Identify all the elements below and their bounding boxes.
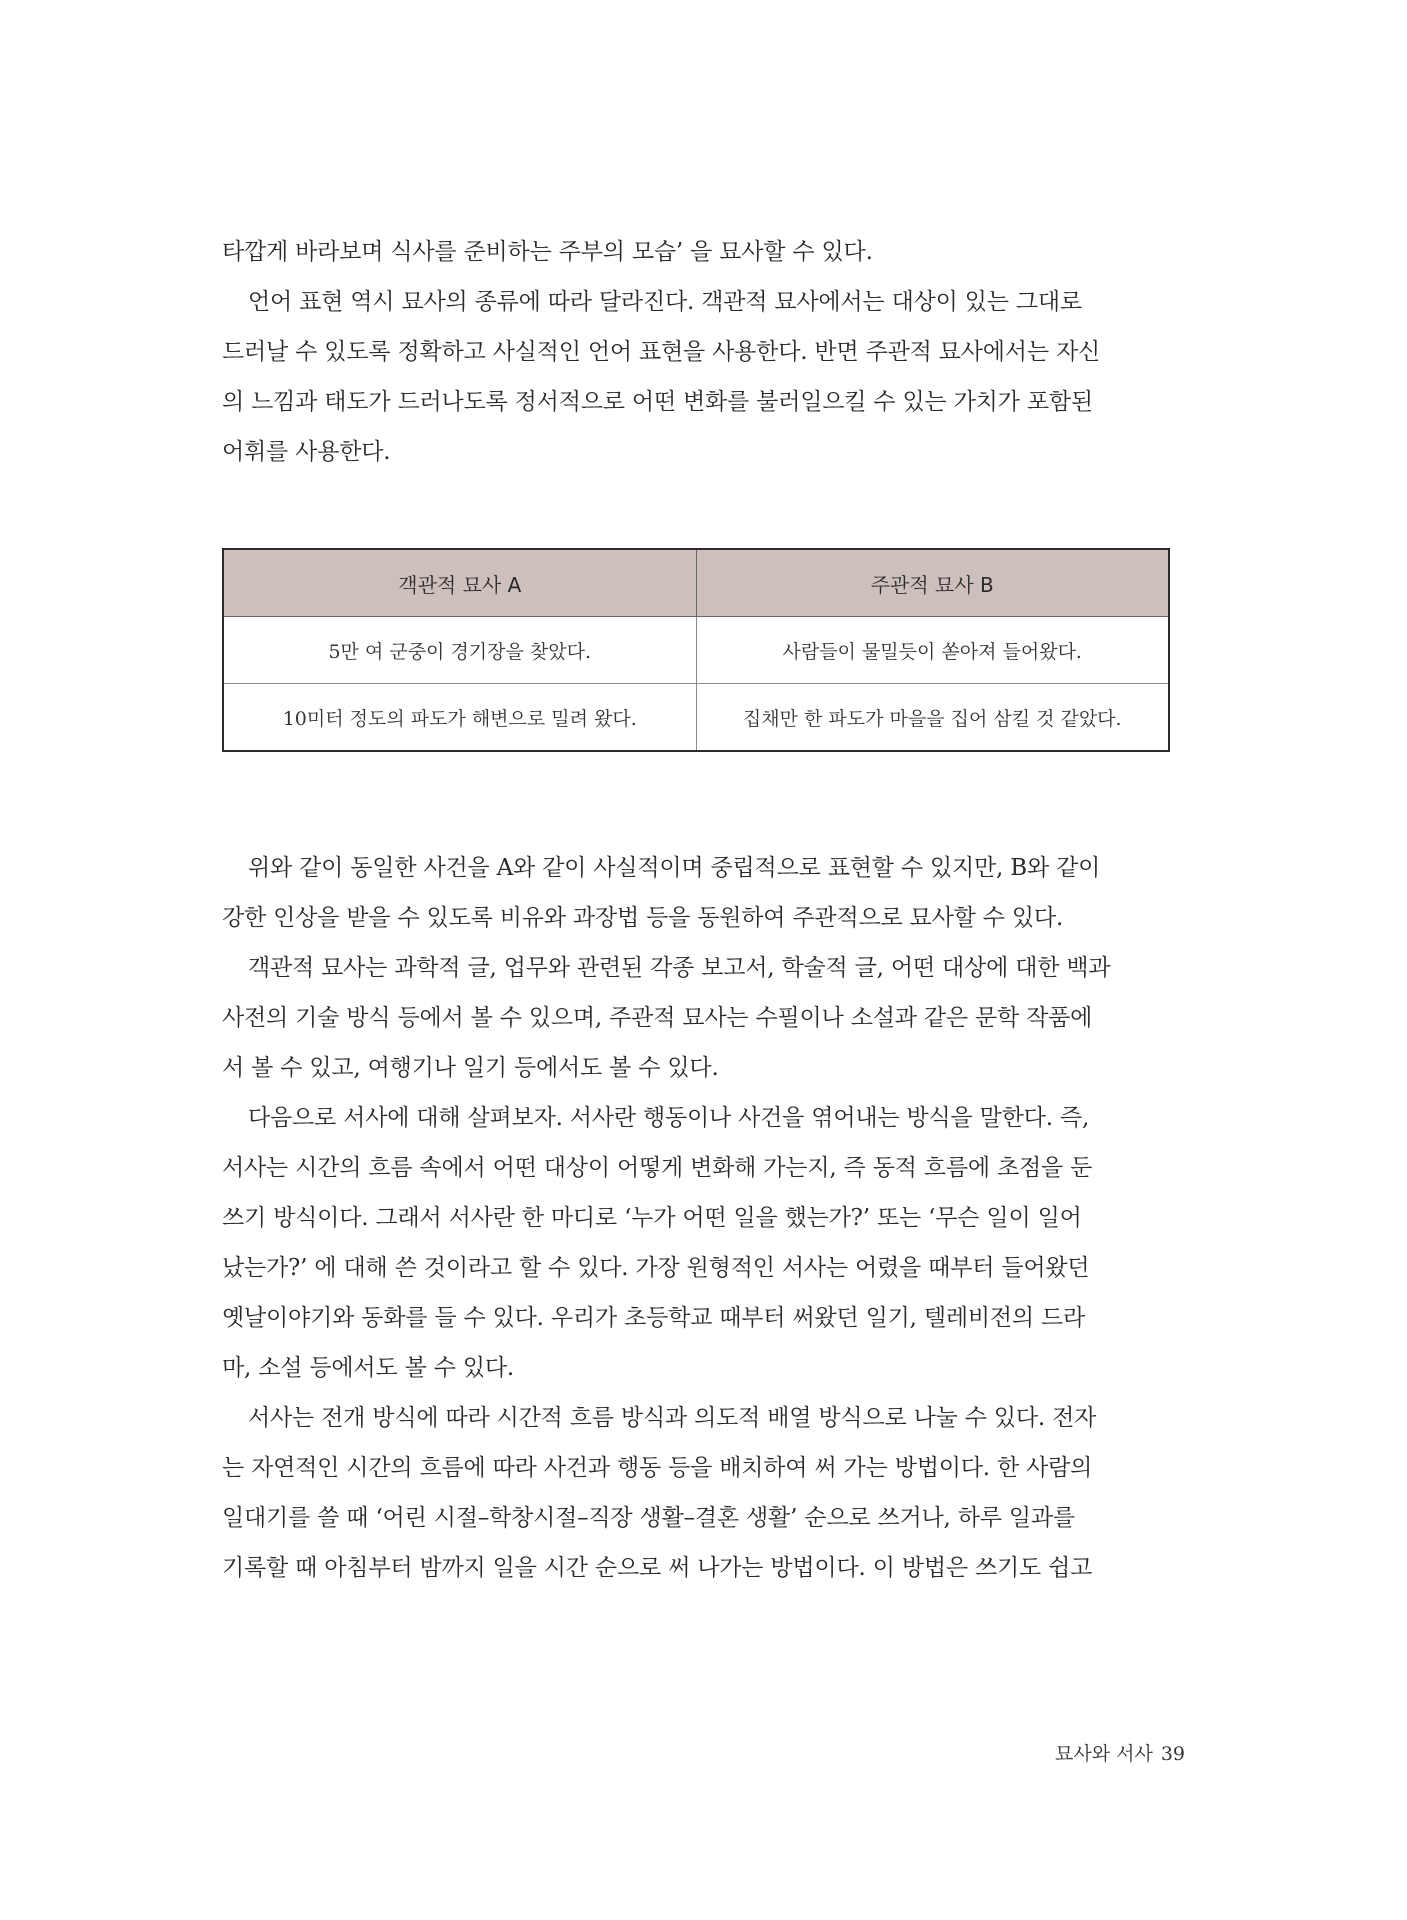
- paragraph: [222, 1093, 1177, 1393]
- paragraph: [222, 943, 1177, 1093]
- text-line: 서사는 전개 방식에 따라 시간적 흐름 방식과 의도적 배열 방식으로 나눌 수 있다. 전자: [248, 1405, 1097, 1431]
- text-line: 서 볼 수 있고, 여행기나 일기 등에서도 볼 수 있다.: [222, 1055, 719, 1081]
- text-line: 드러날 수 있도록 정확하고 사실적인 언어 표현을 사용한다. 반면 주관적 묘사에서는 자신: [222, 339, 1100, 365]
- text-line: 옛날이야기와 동화를 들 수 있다. 우리가 초등학교 때부터 써왔던 일기, 텔레비전의 드라: [222, 1305, 1086, 1331]
- page-number: 39: [1160, 1743, 1185, 1765]
- text-line: 위와 같이 동일한 사건을 A와 같이 사실적이며 중립적으로 표현할 수 있지만, B와 같이: [248, 855, 1101, 881]
- text-line: 서사는 시간의 흐름 속에서 어떤 대상이 어떻게 변화해 가는지, 즉 동적 흐름에 초점을 둔: [222, 1155, 1093, 1181]
- paragraph: [222, 277, 1177, 477]
- table-row: [223, 617, 1169, 684]
- text-line: 어휘를 사용한다.: [222, 439, 391, 465]
- text-line: 기록할 때 아침부터 밤까지 일을 시간 순으로 써 나가는 방법이다. 이 방법은 쓰기도 쉽고: [222, 1555, 1093, 1581]
- page-footer: [1055, 1739, 1185, 1766]
- table-header-subjective: 주관적 묘사 B: [696, 549, 1169, 617]
- text-block-top: [222, 227, 1177, 477]
- text-line: 강한 인상을 받을 수 있도록 비유와 과장법 등을 동원하여 주관적으로 묘사할 수 있다.: [222, 905, 1064, 931]
- table-cell: 10미터 정도의 파도가 해변으로 밀려 왔다.: [223, 684, 696, 752]
- paragraph: [222, 843, 1177, 943]
- paragraph: [222, 1393, 1177, 1593]
- table-header-row: [223, 549, 1169, 617]
- text-line: 쓰기 방식이다. 그래서 서사란 한 마디로 ‘누가 어떤 일을 했는가?’ 또는 ‘무슨 일이 일어: [222, 1205, 1082, 1231]
- text-line: 언어 표현 역시 묘사의 종류에 따라 달라진다. 객관적 묘사에서는 대상이 있는 그대로: [248, 289, 1082, 315]
- comparison-table: [222, 548, 1170, 752]
- running-section-title: 묘사와 서사: [1055, 1743, 1153, 1765]
- table-cell: 집채만 한 파도가 마을을 집어 삼킬 것 같았다.: [696, 684, 1169, 752]
- text-line: 객관적 묘사는 과학적 글, 업무와 관련된 각종 보고서, 학술적 글, 어떤 대상에 대한 백과: [248, 955, 1111, 981]
- text-line: 타깝게 바라보며 식사를 준비하는 주부의 모습’ 을 묘사할 수 있다.: [222, 239, 873, 265]
- text-line: 의 느낌과 태도가 드러나도록 정서적으로 어떤 변화를 불러일으킬 수 있는 가치가 포함된: [222, 389, 1093, 415]
- paragraph: [222, 227, 1177, 277]
- text-line: 마, 소설 등에서도 볼 수 있다.: [222, 1355, 514, 1381]
- text-line: 다음으로 서사에 대해 살펴보자. 서사란 행동이나 사건을 엮어내는 방식을 말한다. 즉,: [248, 1105, 1090, 1131]
- text-block-bottom: [222, 843, 1177, 1593]
- table-cell: 사람들이 물밀듯이 쏟아져 들어왔다.: [696, 617, 1169, 684]
- text-line: 일대기를 쓸 때 ‘어린 시절–학창시절–직장 생활–결혼 생활’ 순으로 쓰거나, 하루 일과를: [222, 1505, 1075, 1531]
- text-line: 사전의 기술 방식 등에서 볼 수 있으며, 주관적 묘사는 수필이나 소설과 같은 문학 작품에: [222, 1005, 1093, 1031]
- text-line: 났는가?’ 에 대해 쓴 것이라고 할 수 있다. 가장 원형적인 서사는 어렸을 때부터 들어왔던: [222, 1255, 1090, 1281]
- table-row: [223, 684, 1169, 752]
- table-cell: 5만 여 군중이 경기장을 찾았다.: [223, 617, 696, 684]
- text-line: 는 자연적인 시간의 흐름에 따라 사건과 행동 등을 배치하여 써 가는 방법이다. 한 사람의: [222, 1455, 1093, 1481]
- table-header-objective: 객관적 묘사 A: [223, 549, 696, 617]
